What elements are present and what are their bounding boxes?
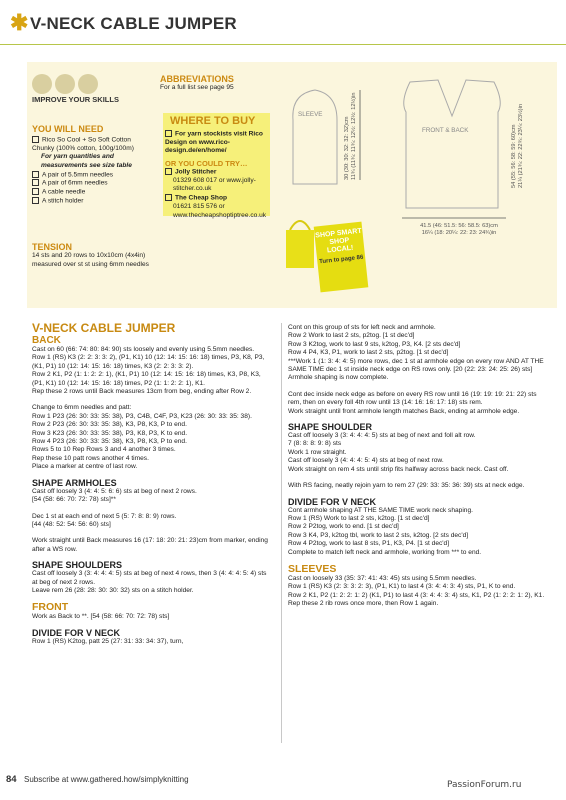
back-heading: BACK (32, 335, 61, 346)
subscribe-link[interactable]: Subscribe at www.gathered.how/simplyknitting (24, 775, 189, 784)
para: Row 1 (RS) K2tog, patt 25 (27: 31: 33: 34: 37), turn, (32, 637, 184, 645)
right-column (288, 324, 550, 609)
para: [54 (58: 66: 70: 72: 78) sts]** (32, 496, 116, 504)
asterisk-icon: ✱ (10, 10, 29, 35)
para: [44 (48: 52: 54: 56: 60) sts] (32, 520, 111, 528)
para: Armhole shaping is now complete. (288, 374, 389, 382)
para: Row 4 P2tog, work to last 8 sts, P1, K3, P4. [1 st dec'd] (288, 540, 450, 548)
para: Work as Back to **. [54 (58: 66: 70: 72: 78) sts] (32, 613, 170, 621)
shop-info: 01329 608 017 or www.jolly-stitcher.co.uk (173, 176, 256, 193)
para: Row 1 (RS) Work to last 2 sts, k2tog. [1 st dec'd] (288, 514, 430, 522)
where-to-buy-content (165, 130, 270, 220)
para: Work 1 row straight. (288, 448, 347, 456)
sleeve-diagram (285, 80, 345, 190)
need-item: A pair of 5.5mm needles (32, 171, 152, 180)
shop-tag-line1: SHOP SMART (315, 227, 363, 240)
shop-tag-line3: Turn to page 86 (318, 254, 364, 266)
para: 7 (8: 8: 8: 9: 8) sts (288, 440, 342, 448)
need-item: A cable needle (32, 188, 152, 197)
para: Cast on 60 (66: 74: 80: 84: 90) sts loosely and evenly using 5.5mm needles. (32, 346, 255, 353)
para: Row 2 Work to last 2 sts, p2tog. [1 st dec'd] (288, 332, 415, 340)
para: Cont dec inside neck edge as before on every RS row until 16 (19: 19: 19: 21: 22) sts rem, then on every foll 4th row until 13 (14: 16: 16: 17: 18) sts rem. (288, 390, 537, 407)
shop-tag-line2: SHOP LOCAL! (326, 237, 354, 255)
para: Rep these 2 rib rows once more, then Row 1 again. (288, 600, 439, 608)
shop-name: The Cheap Shop (165, 194, 270, 203)
tension-title: TENSION (32, 242, 73, 252)
checkbox-icon (165, 168, 172, 175)
left-column (32, 322, 272, 646)
checkbox-icon (32, 179, 39, 186)
pattern-title: V-NECK CABLE JUMPER (32, 321, 176, 335)
para: Cast off loosely 3 (3: 4: 4: 4: 5) sts at beg of next and foll alt row. (288, 432, 476, 440)
width-measurement: 41.5 (46: 51.5: 56: 58.5: 63)cm 16¼ (18: 20¼: 22: 23: 24¾)in (420, 223, 498, 236)
shop-name: Jolly Stitcher (165, 168, 270, 177)
para: Row 4 P23 (26: 30: 33: 35: 38), K3, P8, K3, P to end. (32, 438, 187, 446)
section-heading: SHAPE SHOULDER (288, 422, 373, 433)
skill-circle-icon (55, 74, 75, 94)
para: Rep these 2 rows until Back measures 13cm from beg, ending after Row 2. (32, 388, 252, 396)
para: Dec 1 st at each end of next 5 (5: 7: 8: 8: 9) rows. (32, 512, 177, 520)
checkbox-icon (165, 130, 172, 137)
para: With RS facing, neatly rejoin yarn to rem 27 (29: 33: 35: 36: 39) sts at neck edge. (288, 482, 525, 490)
para: Row 3 K2tog, work to last 9 sts, k2tog, P3, K4. [2 sts dec'd] (288, 340, 461, 348)
para: Cont armhole shaping AT THE SAME TIME work neck shaping. (288, 506, 473, 514)
abbreviations-text: For a full list see page 95 (160, 84, 234, 91)
sleeve-measurement: 30 (30: 30: 32: 32: 32)cm 11¾ (11¾: 11¾: 12½: 12½: 12½)in (344, 92, 357, 180)
front-heading: FRONT (32, 601, 69, 614)
need-item: A stitch holder (32, 197, 152, 206)
shopping-bag-icon (280, 210, 320, 280)
section-heading: SHAPE ARMHOLES (32, 477, 117, 488)
para: Cast on loosely 33 (35: 37: 41: 43: 45) sts using 5.5mm needles. (288, 574, 477, 582)
para: Cast off loosely 3 (4: 4: 4: 5: 4) sts at beg of next row. (288, 457, 444, 465)
shop-local-tag (314, 222, 369, 293)
page-number: 84 (6, 774, 17, 785)
para: Row 2 P2tog, work to end. [1 st dec'd] (288, 523, 399, 531)
front-back-measurement: 54 (55: 56: 58: 59: 60)cm 21¼ (21¾: 22: 22¾: 23¼: 23½)in (511, 103, 524, 188)
you-will-need (32, 124, 152, 206)
you-will-need-title: YOU WILL NEED (32, 124, 104, 134)
page-title: V-NECK CABLE JUMPER (30, 14, 237, 33)
para: Row 2 K1, P2 (1: 1: 2: 2: 1), (K1, P1) 10 (12: 14: 15: 16: 18) times, K3, P8, K3, (P1, K1) 10 (12: 14: 15: 16: 18) times, P2 (1: 1: 2: 2: 1), K1. (32, 371, 261, 387)
shop-info: 01621 815 576 or www.thecheapshoptiptree.co.uk (173, 202, 267, 219)
para: Cast off loosely 3 (3: 4: 4: 4: 5) sts at beg of next 4 rows, then 3 (4: 4: 4: 5: 4) sts at beg of next 2 rows. (32, 570, 267, 586)
front-back-label: FRONT & BACK (422, 127, 469, 134)
para: Row 3 K4, P3, k2tog tbl, work to last 2 sts, k2tog. [2 sts dec'd] (288, 531, 469, 539)
width-measure-line (400, 215, 510, 221)
page-header (0, 0, 566, 44)
front-back-diagram (398, 72, 508, 212)
para: Place a marker at centre of last row. (32, 463, 138, 471)
header-rule (0, 44, 566, 45)
para: ***Work 1 (1: 3: 4: 4: 5) more rows, dec 1 st at armhole edge on every row AND AT THE SAME TIME dec 1 st inside neck edge on RS rows only. [20 (22: 23: 24: 25: 26) sts] (288, 357, 544, 374)
checkbox-icon (32, 197, 39, 204)
para: Row 2 K1, P2 (1: 2: 2: 1: 2) (K1, P1) to last 4 (3: 4: 4: 3: 4) sts, K1, P2 (1: 2: 2: 1: 2), K1. (288, 591, 545, 599)
need-note: For yarn quantities and measurements see size table (41, 153, 132, 170)
abbreviations-title: ABBREVIATIONS (160, 74, 234, 84)
para: Work straight until front armhole length matches Back, ending at armhole edge. (288, 407, 520, 415)
checkbox-icon (32, 171, 39, 178)
checkbox-icon (32, 136, 39, 143)
skill-circle-icon (32, 74, 52, 94)
skill-circle-icon (78, 74, 98, 94)
para: Row 2 P23 (26: 30: 33: 35: 38), K3, P8, K3, P to end. (32, 421, 187, 429)
sleeves-heading: SLEEVES (288, 562, 337, 575)
para: Work straight on rem 4 sts until strip fits halfway across back neck. Cast off. (288, 465, 509, 473)
tension (32, 242, 150, 269)
para: Row 3 K23 (26: 30: 33: 35: 38), P3, K8, P3, K to end. (32, 429, 188, 437)
need-item: Rico So Cool + So Soft Cotton Chunky (100% cotton, 100g/100m) (32, 136, 134, 152)
para: Change to 6mm needles and patt: (32, 404, 132, 412)
tension-text: 14 sts and 20 rows to 10x10cm (4x4in) measured over st st using 6mm needles (32, 252, 149, 268)
need-item: A pair of 6mm needles (32, 179, 152, 188)
para: Row 1 P23 (26: 30: 33: 35: 38), P3, C4B, C4F, P3, K23 (26: 30: 33: 35: 38). (32, 412, 252, 420)
sleeve-label: SLEEVE (298, 111, 323, 118)
para: Row 4 P4, K3, P1, work to last 2 sts, p2tog. [1 st dec'd] (288, 349, 449, 357)
column-divider (281, 323, 282, 743)
para: Row 1 (RS) K3 (2: 3: 3: 2: 3), (P1, K1) to last 4 (3: 4: 4: 3: 4) sts, P1, K to end. (288, 583, 516, 591)
section-heading: DIVIDE FOR V NECK (288, 496, 377, 507)
skills-label: IMPROVE YOUR SKILLS (32, 95, 119, 104)
para: Cast off loosely 3 (4: 4: 5: 6: 6) sts at beg of next 2 rows. (32, 487, 197, 495)
checkbox-icon (165, 194, 172, 201)
section-heading: SHAPE SHOULDERS (32, 560, 123, 571)
para: Rows 5 to 10 Rep Rows 3 and 4 another 3 times. (32, 446, 176, 454)
where-to-buy-title: WHERE TO BUY (170, 115, 256, 127)
section-heading: DIVIDE FOR V NECK (32, 627, 121, 638)
where-to-buy-text: For yarn stockists visit Rico Design on www.rico-design.de/en/home/ (165, 130, 263, 155)
or-title: OR YOU COULD TRY… (165, 159, 248, 169)
watermark: PassionForum.ru (447, 780, 522, 790)
sleeve-measure-line (358, 90, 362, 180)
para: Leave rem 26 (28: 28: 30: 30: 32) sts on a stitch holder. (32, 586, 194, 594)
para: Complete to match left neck and armhole, working from *** to end. (288, 548, 482, 556)
para: Cont on this group of sts for left neck and armhole. (288, 324, 436, 331)
para: Work straight until Back measures 16 (17: 18: 20: 21: 23)cm from marker, ending after a WS row. (32, 537, 268, 553)
checkbox-icon (32, 188, 39, 195)
abbreviations (160, 74, 280, 93)
para: Rep these 10 patt rows another 4 times. (32, 454, 149, 462)
para: Row 1 (RS) K3 (2: 2: 3: 3: 2), (P1, K1) 10 (12: 14: 15: 16: 18) times, P3, K8, P3, (K1, P1) 10 (12: 14: 15: 16: 18) times, K3 (2: 2: 3: 3: 2). (32, 354, 265, 370)
